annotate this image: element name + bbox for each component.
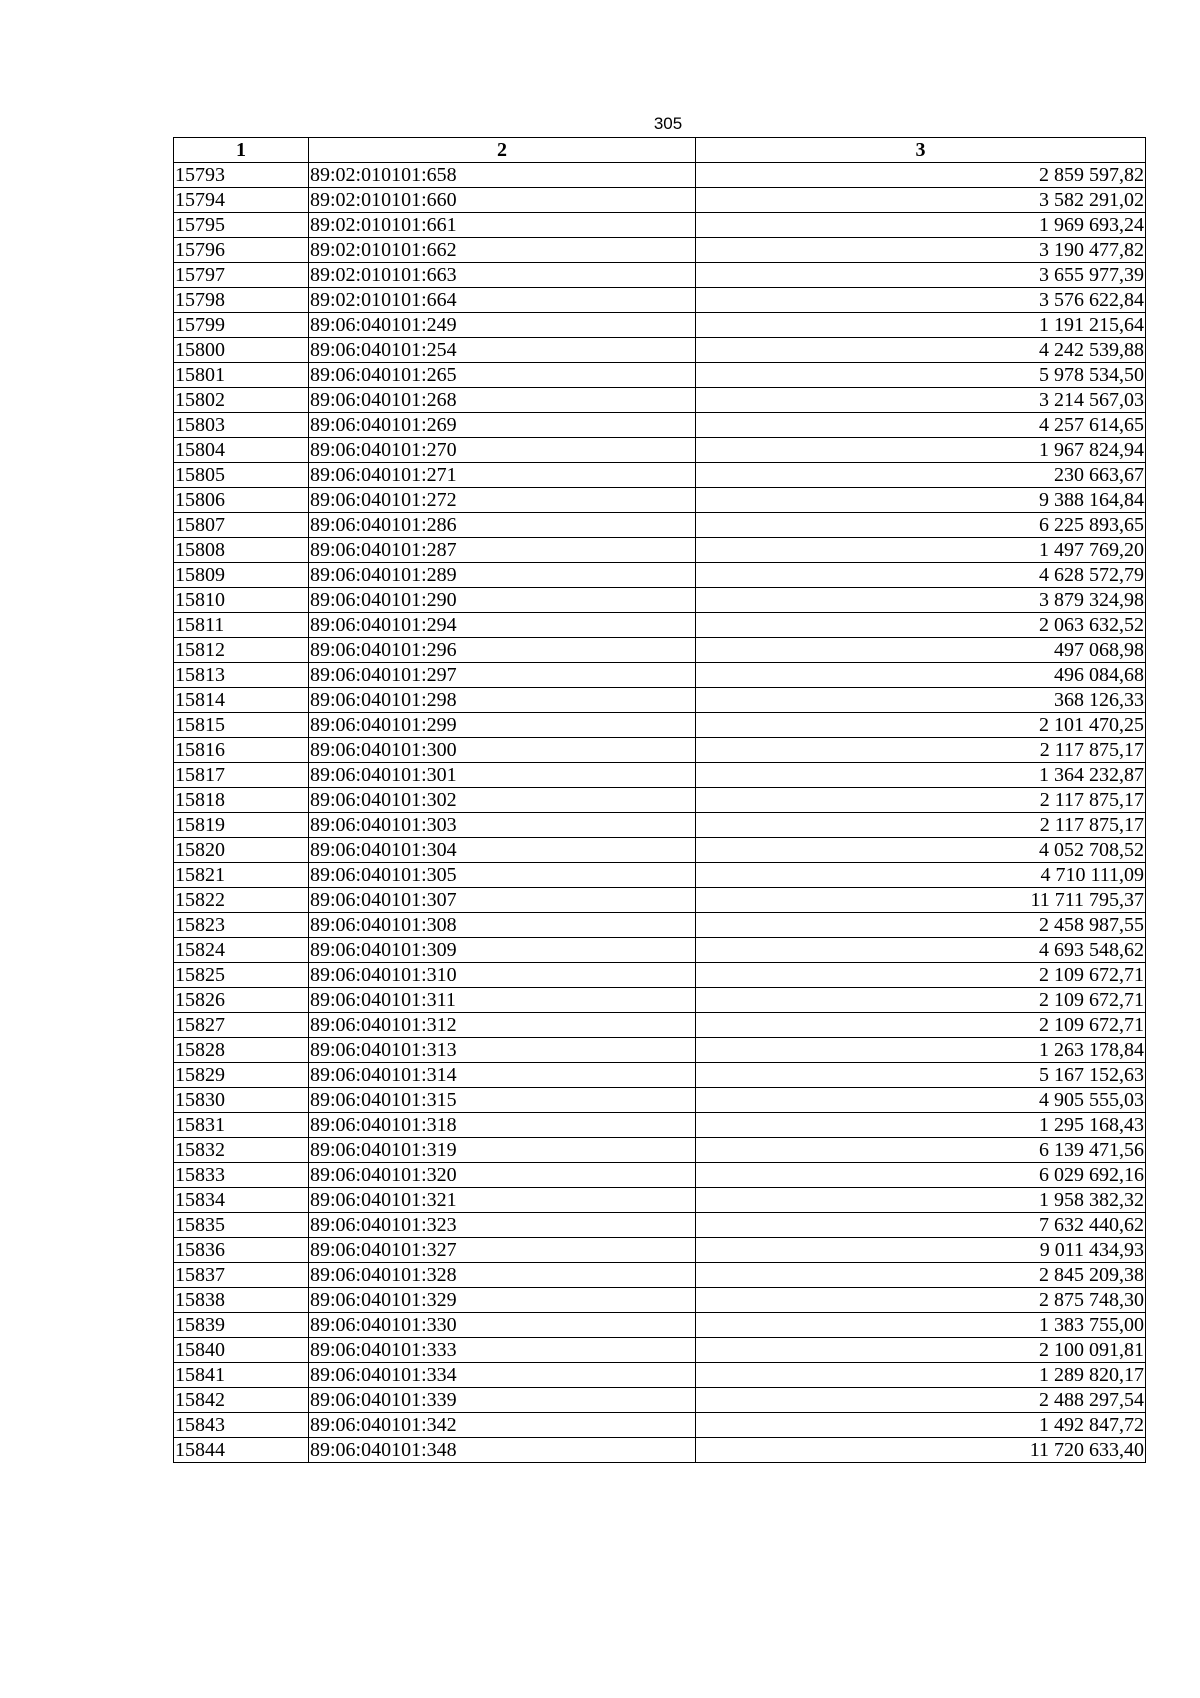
- cadastral-number-cell: 89:06:040101:330: [309, 1313, 696, 1338]
- row-number-cell: 15828: [174, 1038, 309, 1063]
- row-number-cell: 15796: [174, 238, 309, 263]
- row-number-cell: 15800: [174, 338, 309, 363]
- value-cell: 3 655 977,39: [696, 263, 1146, 288]
- row-number-cell: 15836: [174, 1238, 309, 1263]
- cadastral-number-cell: 89:06:040101:313: [309, 1038, 696, 1063]
- cadastral-number-cell: 89:06:040101:320: [309, 1163, 696, 1188]
- value-cell: 5 167 152,63: [696, 1063, 1146, 1088]
- table-row: [174, 1013, 1146, 1038]
- value-cell: 4 905 555,03: [696, 1088, 1146, 1113]
- row-number-cell: 15824: [174, 938, 309, 963]
- value-cell: 1 364 232,87: [696, 763, 1146, 788]
- value-cell: 1 383 755,00: [696, 1313, 1146, 1338]
- cadastral-number-cell: 89:06:040101:303: [309, 813, 696, 838]
- cadastral-number-cell: 89:06:040101:329: [309, 1288, 696, 1313]
- table-row: [174, 863, 1146, 888]
- table-row: [174, 1388, 1146, 1413]
- value-cell: 2 859 597,82: [696, 163, 1146, 188]
- column-header-3: 3: [696, 138, 1146, 163]
- row-number-cell: 15798: [174, 288, 309, 313]
- cadastral-number-cell: 89:02:010101:661: [309, 213, 696, 238]
- value-cell: 3 190 477,82: [696, 238, 1146, 263]
- value-cell: 3 582 291,02: [696, 188, 1146, 213]
- table-row: [174, 1363, 1146, 1388]
- value-cell: 1 492 847,72: [696, 1413, 1146, 1438]
- cadastral-number-cell: 89:06:040101:289: [309, 563, 696, 588]
- value-cell: 5 978 534,50: [696, 363, 1146, 388]
- value-cell: 9 388 164,84: [696, 488, 1146, 513]
- row-number-cell: 15826: [174, 988, 309, 1013]
- cadastral-number-cell: 89:06:040101:301: [309, 763, 696, 788]
- cadastral-number-cell: 89:06:040101:254: [309, 338, 696, 363]
- table-body: [174, 163, 1146, 1463]
- cadastral-number-cell: 89:06:040101:314: [309, 1063, 696, 1088]
- row-number-cell: 15844: [174, 1438, 309, 1463]
- cadastral-number-cell: 89:02:010101:660: [309, 188, 696, 213]
- row-number-cell: 15819: [174, 813, 309, 838]
- value-cell: 4 693 548,62: [696, 938, 1146, 963]
- table-row: [174, 1163, 1146, 1188]
- value-cell: 497 068,98: [696, 638, 1146, 663]
- table-row: [174, 313, 1146, 338]
- cadastral-number-cell: 89:06:040101:310: [309, 963, 696, 988]
- row-number-cell: 15804: [174, 438, 309, 463]
- cadastral-number-cell: 89:06:040101:290: [309, 588, 696, 613]
- row-number-cell: 15815: [174, 713, 309, 738]
- row-number-cell: 15831: [174, 1113, 309, 1138]
- value-cell: 11 711 795,37: [696, 888, 1146, 913]
- table-row: [174, 463, 1146, 488]
- table-row: [174, 788, 1146, 813]
- cadastral-number-cell: 89:06:040101:321: [309, 1188, 696, 1213]
- cadastral-number-cell: 89:06:040101:323: [309, 1213, 696, 1238]
- cadastral-number-cell: 89:06:040101:342: [309, 1413, 696, 1438]
- row-number-cell: 15797: [174, 263, 309, 288]
- value-cell: 2 063 632,52: [696, 613, 1146, 638]
- value-cell: 2 109 672,71: [696, 988, 1146, 1013]
- table-row: [174, 813, 1146, 838]
- row-number-cell: 15840: [174, 1338, 309, 1363]
- row-number-cell: 15830: [174, 1088, 309, 1113]
- cadastral-number-cell: 89:06:040101:299: [309, 713, 696, 738]
- header-row: [174, 138, 1146, 163]
- row-number-cell: 15808: [174, 538, 309, 563]
- row-number-cell: 15829: [174, 1063, 309, 1088]
- cadastral-number-cell: 89:06:040101:327: [309, 1238, 696, 1263]
- cadastral-number-cell: 89:06:040101:287: [309, 538, 696, 563]
- row-number-cell: 15812: [174, 638, 309, 663]
- cadastral-number-cell: 89:06:040101:312: [309, 1013, 696, 1038]
- row-number-cell: 15827: [174, 1013, 309, 1038]
- row-number-cell: 15838: [174, 1288, 309, 1313]
- row-number-cell: 15842: [174, 1388, 309, 1413]
- page-number: 305: [653, 114, 683, 133]
- row-number-cell: 15805: [174, 463, 309, 488]
- cadastral-number-cell: 89:06:040101:270: [309, 438, 696, 463]
- value-cell: 1 967 824,94: [696, 438, 1146, 463]
- table-row: [174, 688, 1146, 713]
- table-row: [174, 288, 1146, 313]
- cadastral-number-cell: 89:06:040101:305: [309, 863, 696, 888]
- table-row: [174, 213, 1146, 238]
- row-number-cell: 15806: [174, 488, 309, 513]
- row-number-cell: 15841: [174, 1363, 309, 1388]
- table-row: [174, 613, 1146, 638]
- cadastral-number-cell: 89:06:040101:334: [309, 1363, 696, 1388]
- cadastral-number-cell: 89:06:040101:298: [309, 688, 696, 713]
- value-cell: 6 139 471,56: [696, 1138, 1146, 1163]
- value-cell: 2 875 748,30: [696, 1288, 1146, 1313]
- table-row: [174, 188, 1146, 213]
- cadastral-number-cell: 89:06:040101:272: [309, 488, 696, 513]
- value-cell: 1 497 769,20: [696, 538, 1146, 563]
- value-cell: 6 029 692,16: [696, 1163, 1146, 1188]
- value-cell: 230 663,67: [696, 463, 1146, 488]
- row-number-cell: 15810: [174, 588, 309, 613]
- table-row: [174, 988, 1146, 1013]
- cadastral-number-cell: 89:06:040101:307: [309, 888, 696, 913]
- row-number-cell: 15811: [174, 613, 309, 638]
- cadastral-number-cell: 89:06:040101:315: [309, 1088, 696, 1113]
- row-number-cell: 15799: [174, 313, 309, 338]
- table-row: [174, 1063, 1146, 1088]
- cadastral-number-cell: 89:06:040101:309: [309, 938, 696, 963]
- cadastral-number-cell: 89:06:040101:296: [309, 638, 696, 663]
- value-cell: 9 011 434,93: [696, 1238, 1146, 1263]
- value-cell: 1 289 820,17: [696, 1363, 1146, 1388]
- table-row: [174, 1413, 1146, 1438]
- table-row: [174, 388, 1146, 413]
- cadastral-number-cell: 89:06:040101:302: [309, 788, 696, 813]
- cadastral-number-cell: 89:06:040101:268: [309, 388, 696, 413]
- cadastral-number-cell: 89:06:040101:328: [309, 1263, 696, 1288]
- row-number-cell: 15816: [174, 738, 309, 763]
- cadastral-number-cell: 89:06:040101:294: [309, 613, 696, 638]
- value-cell: 4 242 539,88: [696, 338, 1146, 363]
- row-number-cell: 15802: [174, 388, 309, 413]
- table-row: [174, 913, 1146, 938]
- value-cell: 2 100 091,81: [696, 1338, 1146, 1363]
- value-cell: 368 126,33: [696, 688, 1146, 713]
- table-row: [174, 438, 1146, 463]
- row-number-cell: 15839: [174, 1313, 309, 1338]
- table-row: [174, 1438, 1146, 1463]
- value-cell: 3 214 567,03: [696, 388, 1146, 413]
- value-cell: 3 879 324,98: [696, 588, 1146, 613]
- table-row: [174, 888, 1146, 913]
- table-row: [174, 563, 1146, 588]
- table-row: [174, 1088, 1146, 1113]
- table-row: [174, 413, 1146, 438]
- value-cell: 2 458 987,55: [696, 913, 1146, 938]
- row-number-cell: 15801: [174, 363, 309, 388]
- cadastral-number-cell: 89:06:040101:271: [309, 463, 696, 488]
- value-cell: 1 191 215,64: [696, 313, 1146, 338]
- value-cell: 2 117 875,17: [696, 788, 1146, 813]
- table-row: [174, 713, 1146, 738]
- value-cell: 2 109 672,71: [696, 1013, 1146, 1038]
- cadastral-number-cell: 89:06:040101:269: [309, 413, 696, 438]
- table-row: [174, 738, 1146, 763]
- row-number-cell: 15833: [174, 1163, 309, 1188]
- table-row: [174, 1213, 1146, 1238]
- row-number-cell: 15832: [174, 1138, 309, 1163]
- table-row: [174, 588, 1146, 613]
- cadastral-number-cell: 89:06:040101:286: [309, 513, 696, 538]
- table-row: [174, 838, 1146, 863]
- value-cell: 4 257 614,65: [696, 413, 1146, 438]
- value-cell: 2 117 875,17: [696, 738, 1146, 763]
- row-number-cell: 15794: [174, 188, 309, 213]
- value-cell: 1 263 178,84: [696, 1038, 1146, 1063]
- table-header: [174, 138, 1146, 163]
- row-number-cell: 15817: [174, 763, 309, 788]
- value-cell: 4 628 572,79: [696, 563, 1146, 588]
- table-row: [174, 663, 1146, 688]
- value-cell: 496 084,68: [696, 663, 1146, 688]
- value-cell: 2 845 209,38: [696, 1263, 1146, 1288]
- row-number-cell: 15820: [174, 838, 309, 863]
- row-number-cell: 15834: [174, 1188, 309, 1213]
- table-row: [174, 513, 1146, 538]
- table-row: [174, 1338, 1146, 1363]
- row-number-cell: 15803: [174, 413, 309, 438]
- table-row: [174, 238, 1146, 263]
- cadastral-number-cell: 89:02:010101:662: [309, 238, 696, 263]
- cadastral-number-cell: 89:06:040101:318: [309, 1113, 696, 1138]
- table-row: [174, 938, 1146, 963]
- table-row: [174, 638, 1146, 663]
- cadastral-number-cell: 89:06:040101:304: [309, 838, 696, 863]
- table-row: [174, 1188, 1146, 1213]
- value-cell: 2 101 470,25: [696, 713, 1146, 738]
- cadastral-number-cell: 89:06:040101:297: [309, 663, 696, 688]
- value-cell: 2 117 875,17: [696, 813, 1146, 838]
- cadastral-number-cell: 89:06:040101:348: [309, 1438, 696, 1463]
- row-number-cell: 15821: [174, 863, 309, 888]
- table-row: [174, 488, 1146, 513]
- table-row: [174, 163, 1146, 188]
- cadastral-number-cell: 89:06:040101:265: [309, 363, 696, 388]
- column-header-2: 2: [309, 138, 696, 163]
- table-row: [174, 363, 1146, 388]
- table-row: [174, 338, 1146, 363]
- table-row: [174, 1113, 1146, 1138]
- row-number-cell: 15793: [174, 163, 309, 188]
- cadastral-number-cell: 89:02:010101:663: [309, 263, 696, 288]
- table-row: [174, 963, 1146, 988]
- value-cell: 11 720 633,40: [696, 1438, 1146, 1463]
- row-number-cell: 15837: [174, 1263, 309, 1288]
- table-row: [174, 1138, 1146, 1163]
- cadastral-number-cell: 89:06:040101:308: [309, 913, 696, 938]
- table-row: [174, 538, 1146, 563]
- value-cell: 4 052 708,52: [696, 838, 1146, 863]
- table-row: [174, 763, 1146, 788]
- table-row: [174, 1263, 1146, 1288]
- value-cell: 1 295 168,43: [696, 1113, 1146, 1138]
- cadastral-number-cell: 89:06:040101:319: [309, 1138, 696, 1163]
- row-number-cell: 15807: [174, 513, 309, 538]
- value-cell: 4 710 111,09: [696, 863, 1146, 888]
- row-number-cell: 15822: [174, 888, 309, 913]
- cadastral-number-cell: 89:06:040101:333: [309, 1338, 696, 1363]
- cadastral-number-cell: 89:06:040101:300: [309, 738, 696, 763]
- value-cell: 1 958 382,32: [696, 1188, 1146, 1213]
- value-cell: 2 109 672,71: [696, 963, 1146, 988]
- row-number-cell: 15813: [174, 663, 309, 688]
- row-number-cell: 15818: [174, 788, 309, 813]
- cadastral-number-cell: 89:06:040101:249: [309, 313, 696, 338]
- table-row: [174, 1038, 1146, 1063]
- row-number-cell: 15835: [174, 1213, 309, 1238]
- row-number-cell: 15825: [174, 963, 309, 988]
- row-number-cell: 15843: [174, 1413, 309, 1438]
- register-table: [173, 137, 1146, 1463]
- cadastral-number-cell: 89:06:040101:339: [309, 1388, 696, 1413]
- row-number-cell: 15809: [174, 563, 309, 588]
- value-cell: 6 225 893,65: [696, 513, 1146, 538]
- row-number-cell: 15823: [174, 913, 309, 938]
- table-row: [174, 263, 1146, 288]
- row-number-cell: 15795: [174, 213, 309, 238]
- table-row: [174, 1238, 1146, 1263]
- cadastral-number-cell: 89:02:010101:664: [309, 288, 696, 313]
- value-cell: 3 576 622,84: [696, 288, 1146, 313]
- value-cell: 2 488 297,54: [696, 1388, 1146, 1413]
- table-row: [174, 1313, 1146, 1338]
- cadastral-number-cell: 89:06:040101:311: [309, 988, 696, 1013]
- value-cell: 7 632 440,62: [696, 1213, 1146, 1238]
- value-cell: 1 969 693,24: [696, 213, 1146, 238]
- row-number-cell: 15814: [174, 688, 309, 713]
- cadastral-number-cell: 89:02:010101:658: [309, 163, 696, 188]
- column-header-1: 1: [174, 138, 309, 163]
- table-row: [174, 1288, 1146, 1313]
